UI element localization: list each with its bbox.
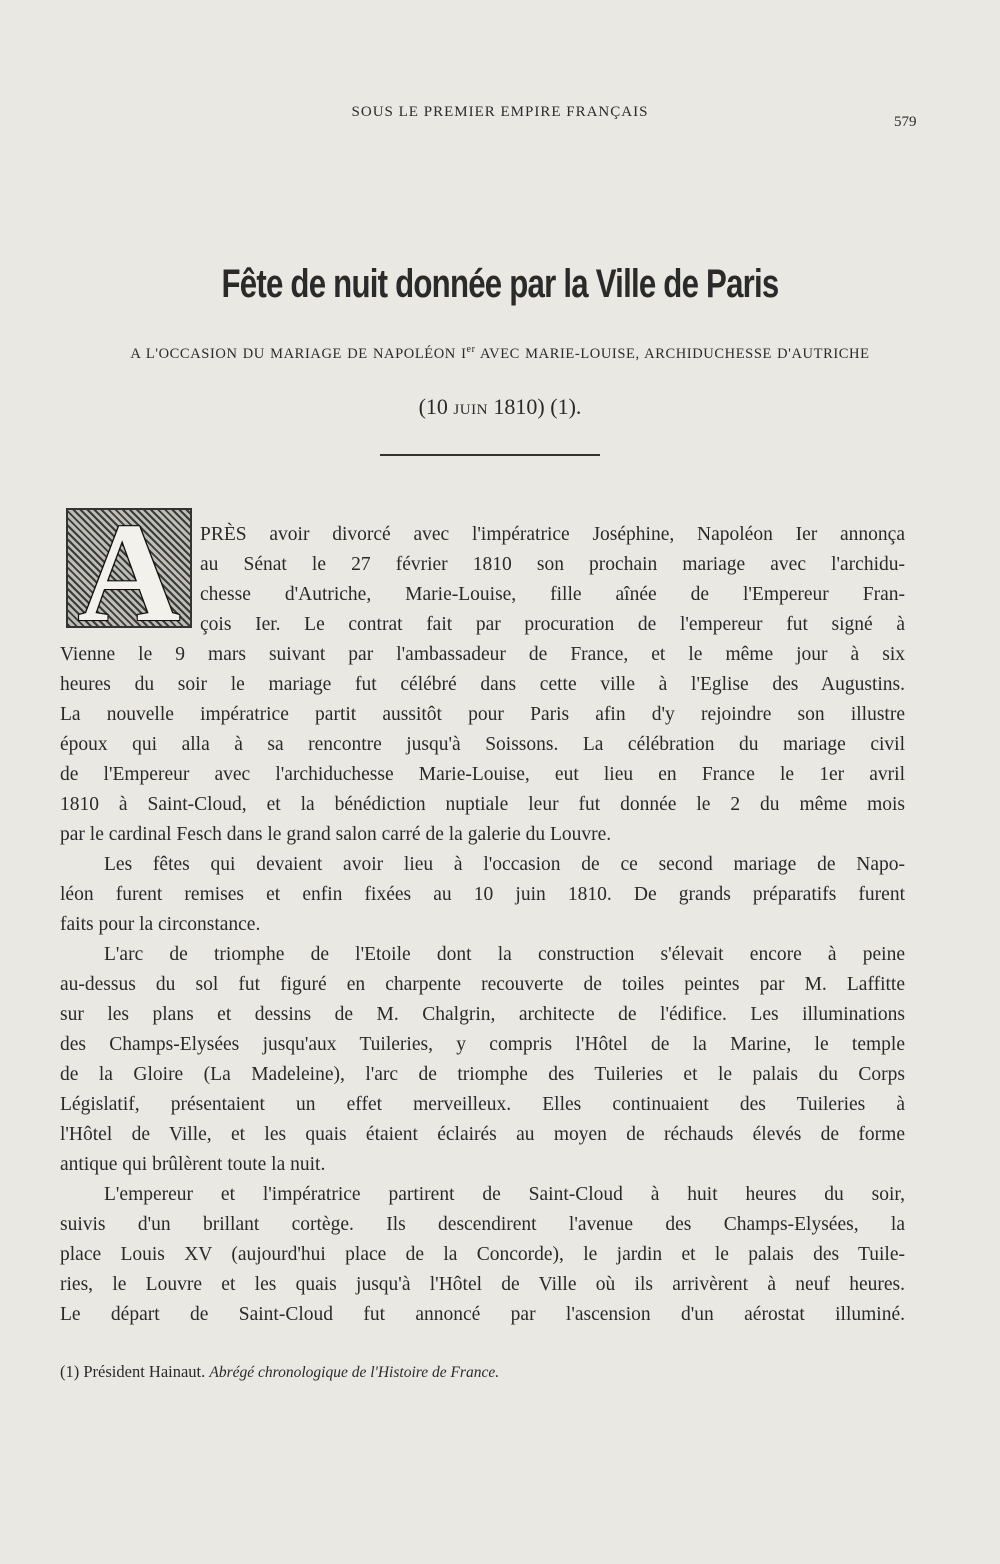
page-title: Fête de nuit donnée par la Ville de Paris — [221, 262, 779, 306]
body-line: Vienne le 9 mars suivant par l'ambassadeur de France, et le même jour à six — [60, 644, 905, 665]
body-line: faits pour la circonstance. — [60, 914, 261, 935]
body-line: PRÈS avoir divorcé avec l'impératrice Joséphine, Napoléon Ier annonça — [200, 524, 905, 545]
body-line: L'empereur et l'impératrice partirent de Saint-Cloud à huit heures du soir, — [104, 1184, 905, 1205]
date-close: 1810) (1). — [487, 394, 582, 419]
body-line: La nouvelle impératrice partit aussitôt pour Paris afin d'y rejoindre son illustre — [60, 704, 905, 725]
body-line: des Champs-Elysées jusqu'aux Tuileries, y compris l'Hôtel de la Marine, le temple — [60, 1034, 905, 1055]
body-line: époux qui alla à sa rencontre jusqu'à Soissons. La célébration du mariage civil — [60, 734, 905, 755]
body-line: de l'Empereur avec l'archiduchesse Marie-Louise, eut lieu en France le 1er avril — [60, 764, 905, 785]
body-line: Législatif, présentaient un effet merveilleux. Elles continuaient des Tuileries à — [60, 1094, 905, 1115]
footnote-italic: Abrégé chronologique de l'Histoire de France. — [209, 1364, 500, 1381]
body-line: çois Ier. Le contrat fait par procuration de l'empereur fut signé à — [200, 614, 905, 635]
body-line: L'arc de triomphe de l'Etoile dont la construction s'élevait encore à peine — [104, 944, 905, 965]
footnote-text: (1) Président Hainaut. — [60, 1362, 210, 1381]
subtitle-part-1: A L'OCCASION DU MARIAGE DE NAPOLÉON I — [130, 345, 467, 362]
body-line: par le cardinal Fesch dans le grand salon carré de la galerie du Louvre. — [60, 824, 612, 845]
subtitle-sup: er — [466, 344, 476, 355]
body-line: au Sénat le 27 février 1810 son prochain mariage avec l'archidu- — [200, 554, 905, 575]
body-line: ries, le Louvre et les quais jusqu'à l'Hôtel de Ville où ils arrivèrent à neuf heures. — [60, 1274, 905, 1295]
body-line: de la Gloire (La Madeleine), l'arc de triomphe des Tuileries et le palais du Corps — [60, 1064, 905, 1085]
body-line: léon furent remises et enfin fixées au 10 juin 1810. De grands préparatifs furent — [60, 884, 905, 905]
body-line: Les fêtes qui devaient avoir lieu à l'occasion de ce second mariage de Napo- — [104, 854, 905, 875]
body-line: heures du soir le mariage fut célébré dans cette ville à l'Eglise des Augustins. — [60, 674, 905, 695]
date-month: JUIN — [453, 402, 488, 418]
dropcap-ornament — [66, 493, 192, 651]
body-line: chesse d'Autriche, Marie-Louise, fille aînée de l'Empereur Fran- — [200, 584, 905, 605]
page-number: 579 — [894, 114, 917, 130]
footnote — [60, 1362, 499, 1382]
running-head: SOUS LE PREMIER EMPIRE FRANÇAIS — [351, 104, 649, 120]
body-line: l'Hôtel de Ville, et les quais étaient éclairés au moyen de réchauds élevés de forme — [60, 1124, 905, 1145]
body-line: 1810 à Saint-Cloud, et la bénédiction nuptiale leur fut donnée le 2 du même mois — [60, 794, 905, 815]
body-line: au-dessus du sol fut figuré en charpente recouverte de toiles peintes par M. Laffitte — [60, 974, 905, 995]
section-rule — [380, 454, 600, 456]
body-line: sur les plans et dessins de M. Chalgrin, architecte de l'édifice. Les illuminations — [60, 1004, 905, 1025]
subtitle — [0, 344, 1000, 363]
dropcap-letter: A — [77, 493, 181, 651]
body-line: place Louis XV (aujourd'hui place de la Concorde), le jardin et le palais des Tuile- — [60, 1244, 905, 1265]
body-line: antique qui brûlèrent toute la nuit. — [60, 1154, 326, 1175]
body-line: Le départ de Saint-Cloud fut annoncé par l'ascension d'un aérostat illuminé. — [60, 1304, 905, 1325]
date-line — [0, 394, 1000, 420]
date-open: (10 — [418, 394, 454, 419]
body-line: suivis d'un brillant cortège. Ils descendirent l'avenue des Champs-Elysées, la — [60, 1214, 905, 1235]
subtitle-part-2: AVEC MARIE-LOUISE, ARCHIDUCHESSE D'AUTRICHE — [475, 345, 870, 362]
